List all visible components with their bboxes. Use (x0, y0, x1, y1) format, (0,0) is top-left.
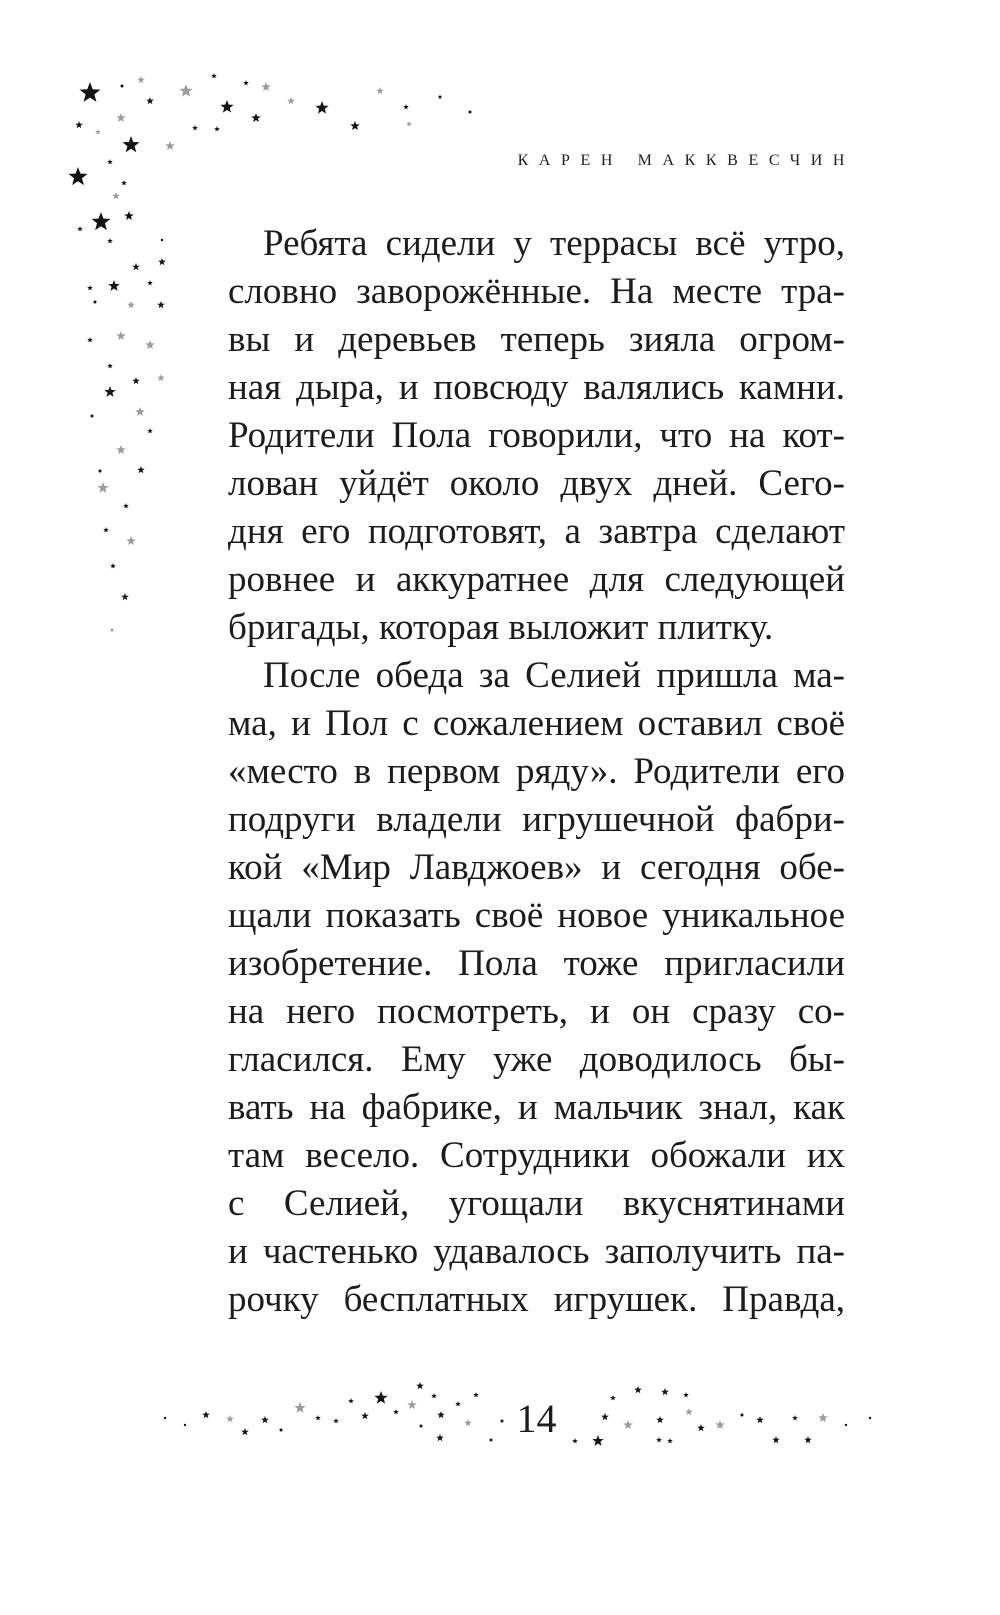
star-icon (107, 363, 113, 368)
star-icon (251, 113, 261, 122)
star-icon (416, 1382, 424, 1389)
text-line: ма, и Пол с сожалением оставил своё (228, 703, 845, 744)
dot-icon (869, 1417, 871, 1419)
dot-icon (469, 111, 472, 114)
text-line: бригады, которая выложит плитку. (228, 607, 774, 648)
body-text (228, 220, 845, 1324)
star-icon (77, 226, 83, 231)
dot-icon (111, 629, 114, 632)
star-icon (220, 100, 233, 113)
paragraph (228, 220, 845, 652)
star-icon (132, 263, 140, 270)
text-line: Родители Пола говорили, что на кот- (228, 415, 845, 456)
text-line: гласился. Ему уже доводилось бы- (228, 1039, 845, 1080)
text-line: словно заворожённые. На месте тра- (228, 271, 845, 312)
star-icon (116, 331, 126, 340)
star-icon (87, 337, 93, 342)
star-icon (376, 87, 384, 94)
text-line: лован уйдёт около двух дней. Сего- (228, 463, 845, 504)
star-icon (165, 141, 175, 150)
dot-icon (99, 470, 102, 473)
star-icon (202, 1411, 210, 1418)
star-icon (147, 428, 153, 433)
star-icon (116, 113, 126, 122)
dot-icon (845, 1424, 847, 1426)
star-icon (214, 126, 220, 131)
star-icon (403, 104, 409, 109)
star-icon (135, 407, 145, 416)
star-icon (91, 212, 110, 230)
star-icon (112, 192, 120, 199)
text-line: подруги владели игрушечной фабри- (228, 799, 845, 840)
text-line: и частенько удавалось заполучить па- (228, 1231, 845, 1272)
text-line: кой «Мир Лавджоев» и сегодня обе- (228, 847, 845, 888)
star-icon (127, 301, 135, 308)
star-icon (110, 563, 116, 568)
dot-icon (161, 239, 163, 241)
star-icon (124, 211, 134, 220)
star-icon (104, 386, 115, 397)
page-number: 14 (516, 1396, 557, 1441)
star-icon (108, 280, 119, 291)
star-icon (68, 167, 87, 185)
star-icon (97, 482, 108, 493)
star-icon (315, 101, 328, 114)
dot-icon (184, 1424, 186, 1426)
star-icon (406, 121, 412, 126)
text-line: ровнее и аккуратнее для следующей (228, 559, 845, 600)
star-icon (192, 125, 198, 130)
star-icon (126, 536, 136, 545)
text-line: там весело. Сотрудники обожали их (228, 1135, 845, 1176)
star-icon (137, 466, 145, 473)
star-icon (121, 593, 129, 600)
star-icon (350, 121, 360, 130)
text-line: ная дыра, и повсюду валялись камни. (228, 367, 845, 408)
star-icon (122, 136, 139, 152)
text-line: После обеда за Селией пришла ма- (263, 655, 845, 696)
text-line: вы и деревьев теперь зияла огром- (228, 319, 845, 360)
star-icon (243, 80, 249, 85)
dot-icon (121, 85, 124, 88)
text-line: щали показать своё новое уникальное (228, 895, 845, 936)
star-icon (80, 82, 101, 102)
star-icon (287, 97, 295, 104)
text-line: изобретение. Пола тоже пригласили (228, 943, 845, 984)
star-icon (87, 285, 93, 290)
star-icon (137, 76, 145, 83)
star-icon (123, 503, 129, 508)
star-icon (95, 129, 101, 134)
star-icon (121, 180, 127, 185)
text-line: с Селией, угощали вкуснятинами (228, 1183, 845, 1224)
star-icon (157, 374, 165, 381)
text-line: на него посмотреть, и он сразу со- (228, 991, 845, 1032)
star-icon (107, 238, 113, 243)
star-icon (261, 82, 271, 91)
star-icon (157, 301, 165, 308)
text-line: рочку бесплатных игрушек. Правда, (228, 1279, 845, 1320)
star-icon (634, 1386, 642, 1393)
star-icon (145, 340, 155, 349)
star-icon (179, 84, 192, 97)
dot-icon (164, 1417, 166, 1419)
paragraph (228, 652, 845, 1324)
star-icon (211, 73, 217, 78)
star-icon (132, 377, 140, 384)
text-line: вать на фабрике, и мальчик знал, как (228, 1087, 845, 1128)
dot-icon (91, 415, 94, 418)
text-line: дня его подготовят, а завтра сделают (228, 511, 845, 552)
text-line: «место в первом ряду». Родители его (228, 751, 845, 792)
star-icon (158, 258, 166, 265)
star-icon (146, 97, 154, 104)
star-icon (103, 527, 109, 532)
running-head-author: КАРЕН МАККВЕСЧИН (517, 152, 855, 169)
text-line: Ребята сидели у террасы всё утро, (263, 223, 845, 264)
star-icon (147, 280, 153, 285)
dot-icon (439, 96, 442, 99)
star-icon (116, 445, 126, 454)
dot-icon (94, 301, 97, 304)
star-icon (107, 159, 113, 164)
star-icon (75, 121, 83, 128)
